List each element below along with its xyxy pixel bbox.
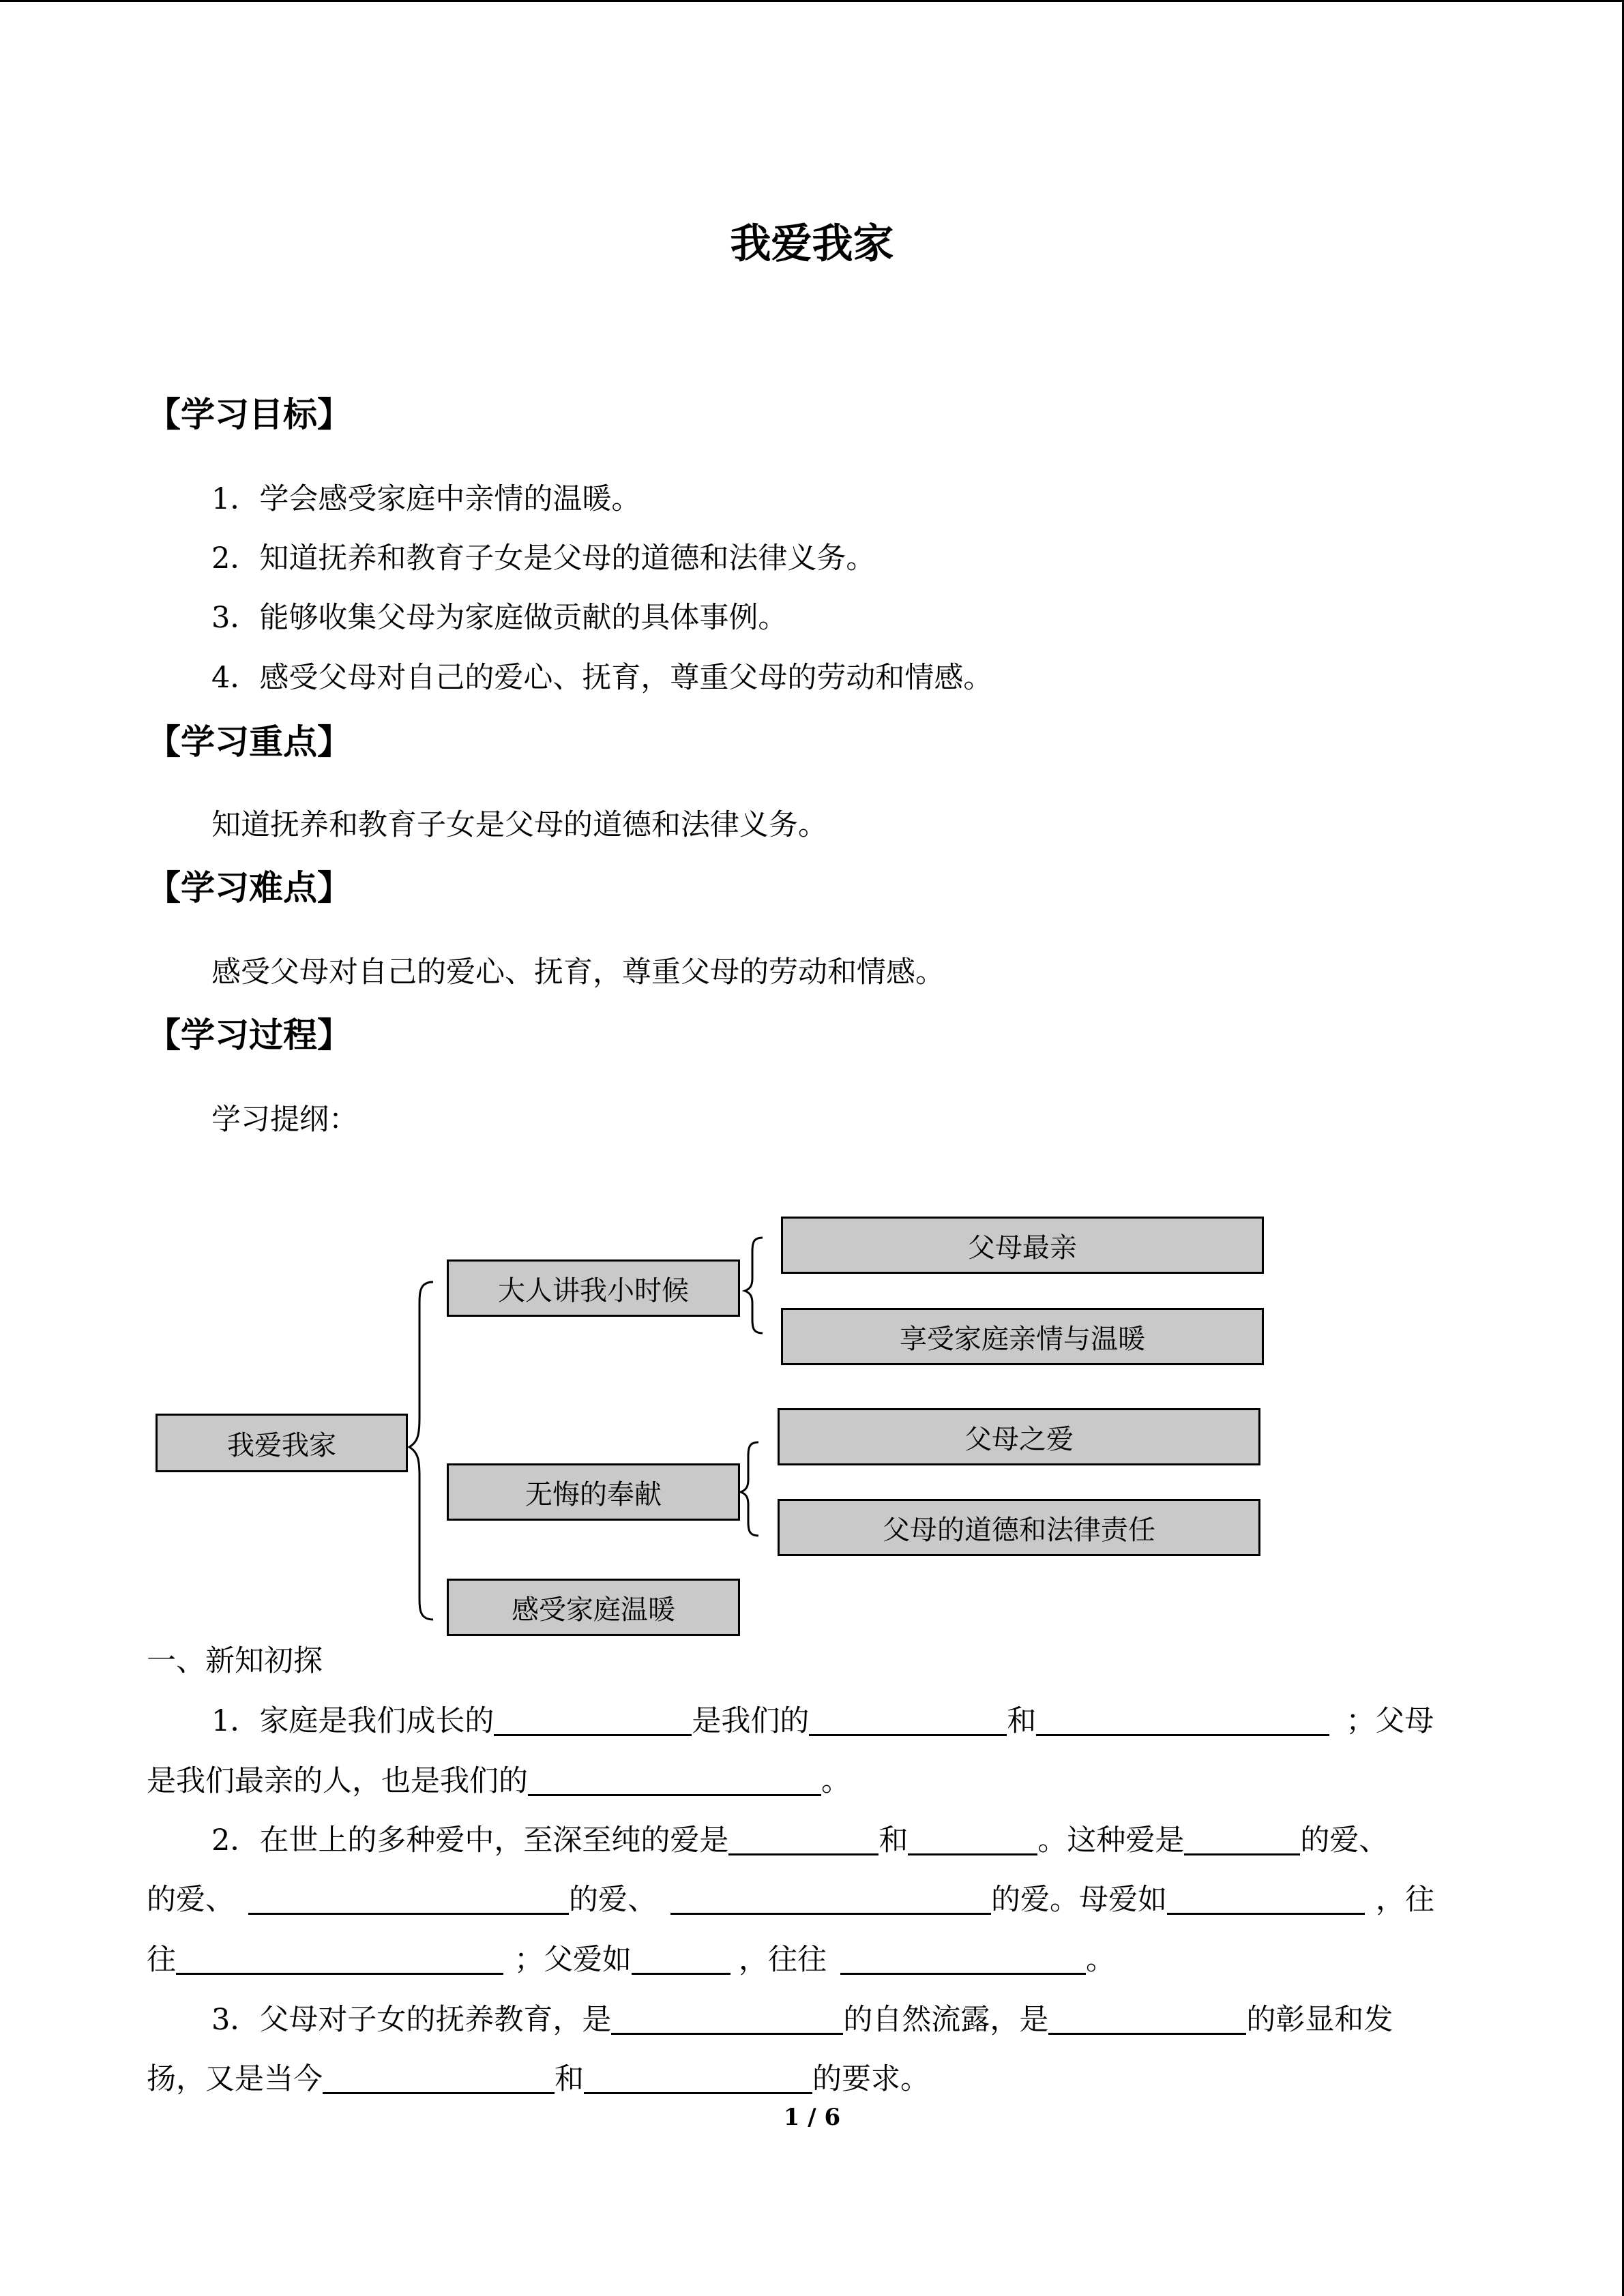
answer-blank[interactable] [528,1763,821,1796]
question-2-line-3 [147,1937,1115,1978]
diagram-leaf: 父母的道德和法律责任 [778,1499,1260,1556]
question-3-line-2 [147,2056,930,2098]
outline-label: 学习提纲： [211,1103,358,1137]
question-text: 。 [1086,1943,1115,1977]
answer-blank[interactable] [1036,1703,1329,1736]
question-text: 的爱、 [147,1883,235,1917]
question-text: 的爱。母爱如 [991,1883,1167,1917]
question-text: 的爱、 [569,1883,657,1917]
question-text: ，往 [1376,1883,1434,1917]
objective-item: 3．能够收集父母为家庭做贡献的具体事例。 [211,601,788,635]
question-text: 3．父母对子女的抚养教育，是 [211,2003,612,2037]
answer-blank[interactable] [908,1823,1037,1855]
answer-blank[interactable] [584,2061,812,2094]
question-text: 2．在世上的多种爱中，至深至纯的爱是 [211,1823,729,1858]
question-text: 是我们最亲的人，也是我们的 [147,1764,528,1798]
answer-blank[interactable] [632,1942,730,1975]
question-2-line-2 [147,1877,1434,1918]
answer-blank[interactable] [728,1823,879,1855]
diagram-root: 我爱我家 [156,1414,408,1472]
process-heading: 【学习过程】 [147,1015,351,1055]
diagram-leaf: 父母最亲 [781,1217,1264,1274]
answer-blank[interactable] [1167,1882,1365,1915]
diagram-leaf: 享受家庭亲情与温暖 [781,1308,1264,1365]
question-1-line-2 [147,1758,851,1800]
diagram-branch: 感受家庭温暖 [447,1579,740,1636]
objective-item: 2．知道抚养和教育子女是父母的道德和法律义务。 [211,541,876,576]
answer-blank[interactable] [1048,2002,1246,2035]
answer-blank[interactable] [840,1942,1086,1975]
question-text: ；父母 [1346,1704,1434,1738]
answer-blank[interactable] [1184,1823,1300,1855]
diagram-branch: 无悔的奉献 [447,1463,740,1521]
difficulty-text: 感受父母对自己的爱心、抚育，尊重父母的劳动和情感。 [211,955,945,989]
question-3-line-1 [211,1997,1393,2038]
question-text: 的要求。 [812,2062,930,2096]
question-text: 的彰显和发 [1246,2003,1393,2037]
objectives-heading: 【学习目标】 [147,395,351,434]
question-text: 的爱、 [1300,1823,1389,1858]
question-text: 。 [821,1764,851,1798]
question-text: ；父爱如 [514,1943,632,1977]
objective-item: 4．感受父母对自己的爱心、抚育，尊重父母的劳动和情感。 [211,661,993,695]
question-text: 和 [1007,1704,1037,1738]
answer-blank[interactable] [494,1703,692,1736]
question-text: 和 [555,2062,584,2096]
question-text: ，往往 [739,1943,827,1977]
question-2-line-1 [211,1817,1388,1859]
question-text: 的自然流露，是 [843,2003,1049,2037]
page-border [0,0,1624,2]
answer-blank[interactable] [670,1882,991,1915]
exercise-section-title: 一、新知初探 [147,1644,323,1678]
page-number: 1 / 6 [783,2104,841,2131]
diagram-leaf: 父母之爱 [778,1408,1260,1465]
question-text: 往 [147,1943,176,1977]
key-point-text: 知道抚养和教育子女是父母的道德和法律义务。 [211,808,827,842]
question-text: 和 [879,1823,909,1858]
key-point-heading: 【学习重点】 [147,722,351,762]
page-title: 我爱我家 [730,220,894,268]
diagram-branch: 大人讲我小时候 [447,1259,740,1317]
question-1-line-1 [211,1698,1434,1740]
question-text: 。这种爱是 [1037,1823,1185,1858]
answer-blank[interactable] [176,1942,503,1975]
question-text: 扬，又是当今 [147,2062,323,2096]
answer-blank[interactable] [323,2061,555,2094]
difficulty-heading: 【学习难点】 [147,868,351,908]
answer-blank[interactable] [611,2002,843,2035]
objective-item: 1．学会感受家庭中亲情的温暖。 [211,482,641,516]
answer-blank[interactable] [248,1882,569,1915]
question-text: 1．家庭是我们成长的 [211,1704,494,1738]
answer-blank[interactable] [809,1703,1007,1736]
question-text: 是我们的 [692,1704,810,1738]
